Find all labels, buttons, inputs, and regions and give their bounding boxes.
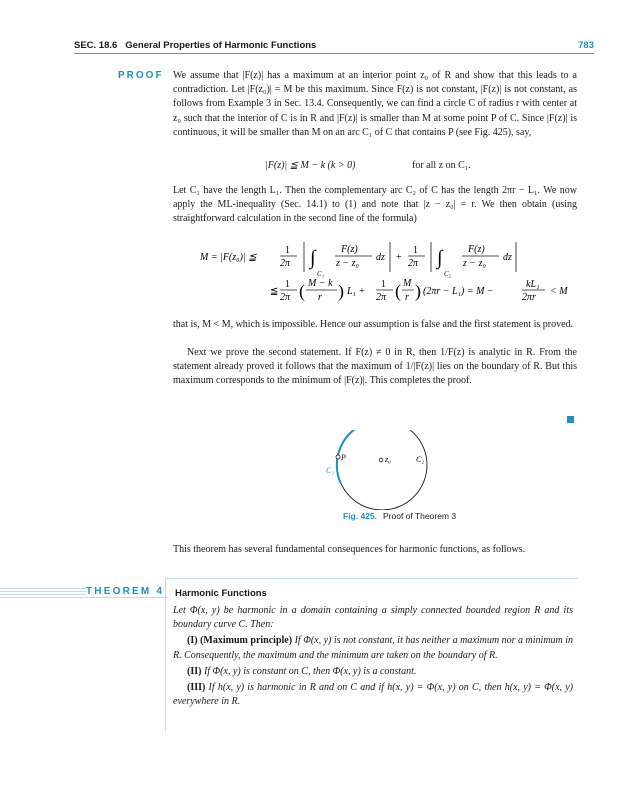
theorem-title: Harmonic Functions <box>175 588 267 599</box>
eq2-lhs: M = |F(z₀)| ≦ <box>200 252 257 263</box>
theorem-item-2: (II) If Φ(x, y) is constant on C, then Φ(x, y) is a constant. <box>187 665 417 677</box>
eq2-integral-1: ∫ <box>310 247 316 269</box>
equation-1 <box>265 160 355 171</box>
eq2-e-num: kL₁ <box>526 279 540 290</box>
page-number: 783 <box>578 40 594 51</box>
eq2-int2-num: F(z) <box>468 244 485 255</box>
eq2-integral-2: ∫ <box>437 247 443 269</box>
page-header <box>74 40 594 54</box>
eq2-int1-num: F(z) <box>341 244 358 255</box>
circle-diagram <box>300 430 440 510</box>
proof-paragraph-3: that is, M < M, which is impossible. Hence our assumption is false and the first statement is proved. <box>173 319 574 330</box>
eq2-plus: + <box>396 252 402 263</box>
label-C2: C₂ <box>416 455 425 464</box>
theorem-body <box>173 604 573 711</box>
eq2-dz-1: dz <box>376 252 385 263</box>
proof-paragraph-4: Next we prove the second statement. If F(z) ≠ 0 in R, then 1/F(z) is analytic in R. From the statement already proved it follows that the maximum of 1/|F(z)| lies on the boundary of R. But this maximum corresponds to the minimum of |F(z)|. This completes the proof. <box>173 347 577 387</box>
eq2-sub2: C₂ <box>444 270 452 278</box>
eq2-paren-open-1: ( <box>299 281 305 301</box>
eq2-b-num: M − k <box>308 278 333 289</box>
eq2-e-den: 2πr <box>522 292 536 303</box>
eq2-d-num: M <box>403 278 412 289</box>
proof-paragraph-2: Let C₁ have the length L₁. Then the complementary arc C₂ of C has the length 2πr − L₁. We now apply the ML-inequality (Sec. 14.1) to (1) and note that |z − z₀| = r. We then obtain (using straightforward calculation in the second line of the formula) <box>173 185 577 225</box>
eq2-a-den: 2π <box>280 292 291 303</box>
header-rule <box>74 53 594 54</box>
eq2-paren-close-1: ) <box>338 281 344 301</box>
label-P: P <box>341 453 346 462</box>
proof-label: PROOF <box>118 70 164 81</box>
eq2-frac2-den: 2π <box>408 258 419 269</box>
eq2-paren-open-2: ( <box>395 281 401 301</box>
figure-425 <box>300 430 440 515</box>
eq2-c-den: 2π <box>376 292 387 303</box>
eq2-b-den: r <box>318 292 322 303</box>
label-z0: z₀ <box>385 455 391 464</box>
theorem-intro: Let Φ(x, y) be harmonic in a domain containing a simply connected bounded region R and its boundary curve C. Then: <box>173 605 573 631</box>
theorem-item-3: (III) If h(x, y) is harmonic in R and on C and if h(x, y) = Φ(x, y) on C, then h(x, y) = Φ(x, y) everywhere in R. <box>173 682 573 708</box>
eq2-leq: ≦ <box>270 286 279 297</box>
eq2-mid: (2πr − L₁) = M − <box>423 286 494 297</box>
caption-number: Fig. 425. <box>343 511 378 521</box>
eq2-paren-close-2: ) <box>415 281 421 301</box>
center-z0 <box>379 458 383 462</box>
eq2-end: < M <box>550 286 568 297</box>
label-C1: C₁ <box>326 466 335 475</box>
eq2-frac1-den: 2π <box>280 258 291 269</box>
point-P <box>336 455 340 459</box>
eq2-frac1-num: 1 <box>285 245 290 256</box>
eq2-a-num: 1 <box>285 279 290 290</box>
transition-paragraph: This theorem has several fundamental consequences for harmonic functions, as follows. <box>173 544 526 555</box>
equation-1-lhs: |F(z)| ≦ M − k (k > 0) <box>265 160 356 171</box>
figure-caption <box>343 511 456 521</box>
eq2-c-num: 1 <box>381 279 386 290</box>
eq2-dz-2: dz <box>503 252 512 263</box>
circle-C <box>337 430 427 510</box>
theorem-item-1: (I) (Maximum principle) If Φ(x, y) is not constant, it has neither a maximum nor a minimum in R. Consequently, the maximum and the minimum are taken on the boundary of R. <box>173 635 574 661</box>
caption-text: Proof of Theorem 3 <box>383 511 457 521</box>
eq2-int2-den: z − z₀ <box>463 258 487 269</box>
proof-paragraph-1: We assume that |F(z)| has a maximum at an interior point z₀ of R and show that this leads to a contradiction. Let |F(z₀)| = M be this maximum. Since F(z) is not constant, |F(z)| is not constant, as follows from Example 3 in Sec. 13.4. Consequently, we can find a circle C of radius r with center at z₀ such that the interior of C is in R and |F(z)| is smaller than M at some point P of C. Since |F(z)| is continuous, it will be smaller than M on an arc C₁ of C that contains P (see Fig. 425), say, <box>173 70 577 138</box>
equation-1-condition: for all z on C₁. <box>412 160 471 171</box>
eq2-L1: L₁ + <box>347 286 366 297</box>
section-number: SEC. 18.6 <box>74 40 118 51</box>
section-title: General Properties of Harmonic Functions <box>125 40 317 51</box>
equation-2 <box>200 236 580 306</box>
eq2-int1-den: z − z₀ <box>336 258 360 269</box>
eq2-d-den: r <box>405 292 409 303</box>
qed-square <box>567 416 574 423</box>
eq2-sub1: C₁ <box>317 270 325 278</box>
eq2-frac2-num: 1 <box>413 245 418 256</box>
theorem-label: THEOREM 4 <box>86 586 168 597</box>
